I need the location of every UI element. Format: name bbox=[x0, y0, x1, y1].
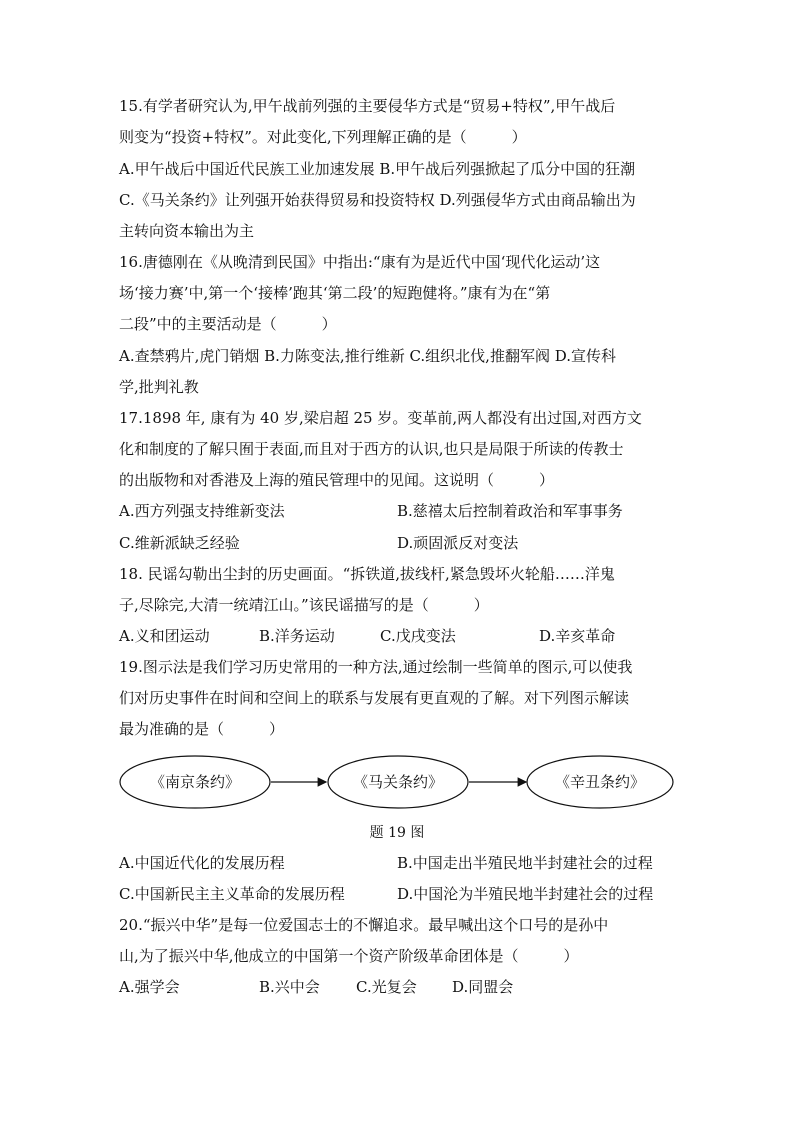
q20-option-b: B.兴中会 bbox=[259, 978, 320, 996]
q18-stem-line-2: 子,尽除完,大清一统靖江山。”该民谣描写的是（ ） bbox=[119, 596, 489, 614]
q19-stem-line-1: 19.图示法是我们学习历史常用的一种方法,通过绘制一些简单的图示,可以使我 bbox=[119, 658, 633, 676]
q19-option-d: D.中国沦为半殖民地半封建社会的过程 bbox=[397, 885, 654, 903]
q18-stem-line-1: 18. 民谣勾勒出尘封的历史画面。“拆铁道,拔线杆,紧急毁坏火轮船……洋鬼 bbox=[119, 565, 615, 583]
q18-option-d: D.辛亥革命 bbox=[539, 627, 616, 645]
q17-option-c: C.维新派缺乏经验 bbox=[119, 534, 240, 552]
q15-options-line-2: C.《马关条约》让列强开始获得贸易和投资特权 D.列强侵华方式由商品输出为 bbox=[119, 191, 636, 209]
q19-option-c: C.中国新民主主义革命的发展历程 bbox=[119, 885, 345, 903]
q16-options-line-1: A.查禁鸦片,虎门销烟 B.力陈变法,推行维新 C.组织北伐,推翻军阀 D.宣传科 bbox=[119, 347, 616, 365]
q16-options-line-2: 学,批判礼教 bbox=[119, 378, 199, 396]
q17-stem-line-3: 的出版物和对香港及上海的殖民管理中的见闻。这说明（ ） bbox=[119, 471, 555, 489]
q20-stem-line-1: 20.“振兴中华”是每一位爱国志士的不懈追求。最早喊出这个口号的是孙中 bbox=[119, 916, 609, 934]
q20-option-a: A.强学会 bbox=[119, 978, 180, 996]
q15-stem-line-1: 15.有学者研究认为,甲午战前列强的主要侵华方式是“贸易+特权”,甲午战后 bbox=[119, 97, 616, 115]
q20-stem-line-2: 山,为了振兴中华,他成立的中国第一个资产阶级革命团体是（ ） bbox=[119, 947, 579, 965]
nanjing-treaty-label: 《南京条约》 bbox=[149, 773, 241, 791]
q18-option-a: A.义和团运动 bbox=[119, 627, 210, 645]
q17-stem-line-2: 化和制度的了解只囿于表面,而且对于西方的认识,也只是局限于所读的传教士 bbox=[119, 440, 624, 458]
q16-stem-line-3: 二段”中的主要活动是（ ） bbox=[119, 315, 337, 333]
q17-option-d: D.顽固派反对变法 bbox=[397, 534, 519, 552]
q19-treaty-diagram bbox=[119, 754, 675, 810]
q15-options-line-3: 主转向资本输出为主 bbox=[119, 222, 255, 240]
q18-option-c: C.戊戌变法 bbox=[380, 627, 456, 645]
q19-option-b: B.中国走出半殖民地半封建社会的过程 bbox=[397, 854, 653, 872]
q19-stem-line-3: 最为准确的是（ ） bbox=[119, 720, 285, 738]
q15-stem-line-2: 则变为“投资+特权”。对此变化,下列理解正确的是（ ） bbox=[119, 128, 527, 146]
q16-stem-line-1: 16.唐德刚在《从晚清到民国》中指出:“康有为是近代中国‘现代化运动’这 bbox=[119, 253, 601, 271]
q18-option-b: B.洋务运动 bbox=[259, 627, 335, 645]
q20-option-c: C.光复会 bbox=[356, 978, 417, 996]
maguan-treaty-label: 《马关条约》 bbox=[352, 773, 444, 791]
q15-options-line-1: A.甲午战后中国近代民族工业加速发展 B.甲午战后列强掀起了瓜分中国的狂潮 bbox=[119, 160, 636, 178]
q16-stem-line-2: 场‘接力赛’中,第一个‘接棒’跑其‘第二段’的短跑健将。”康有为在“第 bbox=[119, 284, 551, 302]
q19-option-a: A.中国近代化的发展历程 bbox=[119, 854, 285, 872]
q17-option-b: B.慈禧太后控制着政治和军事事务 bbox=[397, 502, 623, 520]
q17-option-a: A.西方列强支持维新变法 bbox=[119, 502, 285, 520]
q19-stem-line-2: 们对历史事件在时间和空间上的联系与发展有更直观的了解。对下列图示解读 bbox=[119, 689, 630, 707]
q19-figure-caption: 题 19 图 bbox=[369, 825, 425, 841]
q17-stem-line-1: 17.1898 年, 康有为 40 岁,梁启超 25 岁。变革前,两人都没有出过国,对西方文 bbox=[119, 409, 642, 427]
xinchou-treaty-label: 《辛丑条约》 bbox=[554, 773, 646, 791]
q20-option-d: D.同盟会 bbox=[452, 978, 514, 996]
